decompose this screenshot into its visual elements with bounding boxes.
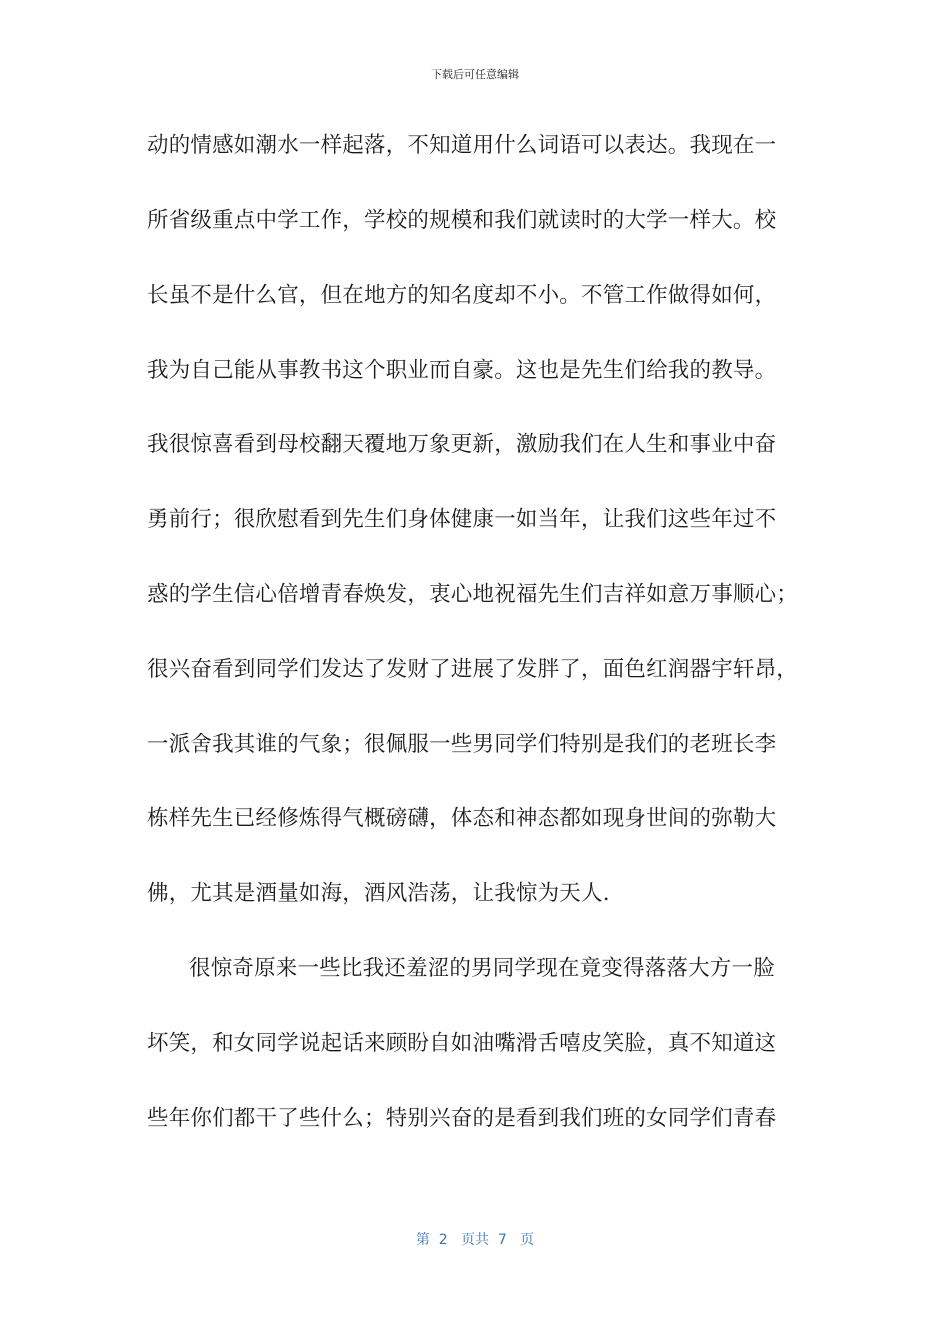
text-line: 我为自己能从事教书这个职业而自豪。这也是先生们给我的教导。 <box>147 358 777 383</box>
text-line: 惑的学生信心倍增青春焕发，衷心地祝福先生们吉祥如意万事顺心； <box>147 582 799 607</box>
text-line: 勇前行；很欣慰看到先生们身体健康一如当年，让我们这些年过不 <box>147 507 777 532</box>
text-line: 动的情感如潮水一样起落，不知道用什么词语可以表达。我现在一 <box>147 133 777 158</box>
text-line: 一派舍我其谁的气象；很佩服一些男同学们特别是我们的老班长李 <box>147 732 777 757</box>
text-line: 很惊奇原来一些比我还羞涩的男同学现在竟变得落落大方一脸 <box>189 956 775 981</box>
text-line: 栋样先生已经修炼得气概磅礴，体态和神态都如现身世间的弥勒大 <box>147 806 777 831</box>
text-line: 长虽不是什么官，但在地方的知名度却不小。不管工作做得如何， <box>147 283 777 308</box>
text-line: 些年你们都干了些什么；特别兴奋的是看到我们班的女同学们青春 <box>147 1106 777 1131</box>
text-line: 所省级重点中学工作，学校的规模和我们就读时的大学一样大。校 <box>147 208 777 233</box>
text-line: 很兴奋看到同学们发达了发财了进展了发胖了，面色红润器宇轩昂， <box>147 657 799 682</box>
page-footer: 第 2 页共 7 页 <box>415 1232 535 1248</box>
text-line: 坏笑，和女同学说起话来顾盼自如油嘴滑舌嘻皮笑脸，真不知道这 <box>147 1031 777 1056</box>
text-line: 佛，尤其是酒量如海，酒风浩荡，让我惊为天人. <box>147 881 610 906</box>
page-header: 下载后可任意编辑 <box>431 68 519 81</box>
text-line: 我很惊喜看到母校翻天覆地万象更新，激励我们在人生和事业中奋 <box>147 432 777 457</box>
